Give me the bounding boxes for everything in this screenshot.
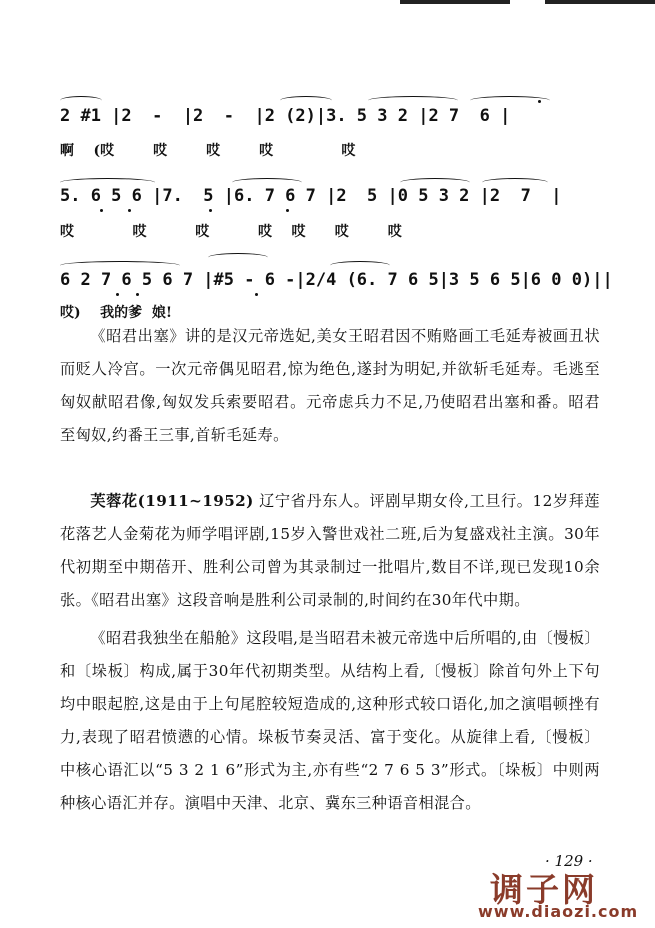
score-line-1: 2 #1 |2 - |2 - |2 (2)|3. 5 3 2 |2 7 6 | bbox=[60, 106, 511, 126]
slur bbox=[330, 261, 390, 270]
paragraph-biography bbox=[60, 485, 600, 617]
slur bbox=[208, 253, 268, 262]
score-line-3: 6 2 7 6 5 6 7 |#5 - 6 -|2/4 (6. 7 6 5|3 5 6 5|6 0 0)|| bbox=[60, 270, 613, 290]
paragraph-analysis bbox=[60, 622, 600, 820]
top-rule-2 bbox=[545, 0, 655, 4]
top-rule-1 bbox=[400, 0, 510, 4]
score-line-2: 5. 6 5 6 |7. 5 |6. 7 6 7 |2 5 |0 5 3 2 |2 7 | bbox=[60, 186, 562, 206]
page-number: · 129 · bbox=[545, 852, 593, 870]
lyrics-line-2: 哎 哎 哎 哎 哎 哎 哎 bbox=[60, 224, 402, 240]
octave-dot bbox=[128, 209, 131, 212]
paragraph-text: 辽宁省丹东人。评剧早期女伶,工旦行。12岁拜莲花落艺人金菊花为师学唱评剧,15岁入警世戏社二班,后为复盛戏社主演。30年代初期至中期蓓开、胜利公司曾为其录制过一批唱片,数目不详,现已发现10余张。《昭君出塞》这段音响是胜利公司录制的,时间约在30年代中期。 bbox=[60, 492, 600, 609]
slur bbox=[60, 261, 180, 270]
slur bbox=[280, 96, 332, 105]
paragraph-text: 《昭君出塞》讲的是汉元帝选妃,美女王昭君因不贿赂画工毛延寿被画丑状而贬人冷宫。一次元帝偶见昭君,惊为绝色,遂封为明妃,并欲斩毛延寿。毛逃至匈奴献昭君像,匈奴发兵索要昭君。元帝虑兵力不足,乃使昭君出塞和番。昭君至匈奴,约番王三事,首斩毛延寿。 bbox=[60, 327, 600, 444]
octave-dot bbox=[255, 293, 258, 296]
octave-dot bbox=[136, 293, 139, 296]
paragraph-text: 《昭君我独坐在船舱》这段唱,是当昭君未被元帝选中后所唱的,由〔慢板〕和〔垛板〕构成,属于30年代初期类型。从结构上看,〔慢板〕除首句外上下句均中眼起腔,这是由于上句尾腔较短造成的,这种形式较口语化,加之演唱顿挫有力,表现了昭君愤懑的心情。垛板节奏灵活、富于变化。从旋律上看,〔慢板〕中核心语汇以“5 3 2 1 6”形式为主,亦有些“2 7 6 5 3”形式。〔垛板〕中则两种核心语汇并存。演唱中天津、北京、冀东三种语音相混合。 bbox=[60, 629, 600, 812]
slur bbox=[368, 96, 458, 105]
watermark-name: 调子网 bbox=[490, 870, 598, 909]
octave-dot bbox=[538, 100, 541, 103]
lyrics-line-1: 啊 (哎 哎 哎 哎 哎 bbox=[60, 143, 356, 159]
octave-dot bbox=[100, 209, 103, 212]
watermark-url: www.diaozi.com bbox=[478, 902, 639, 921]
octave-dot bbox=[286, 209, 289, 212]
slur bbox=[60, 96, 102, 105]
octave-dot bbox=[209, 209, 212, 212]
paragraph-story bbox=[60, 320, 600, 452]
performer-name: 芙蓉花(1911~1952) bbox=[90, 492, 254, 510]
lyrics-line-3: 哎) 我的爹 娘! bbox=[60, 305, 173, 321]
octave-dot bbox=[116, 293, 119, 296]
